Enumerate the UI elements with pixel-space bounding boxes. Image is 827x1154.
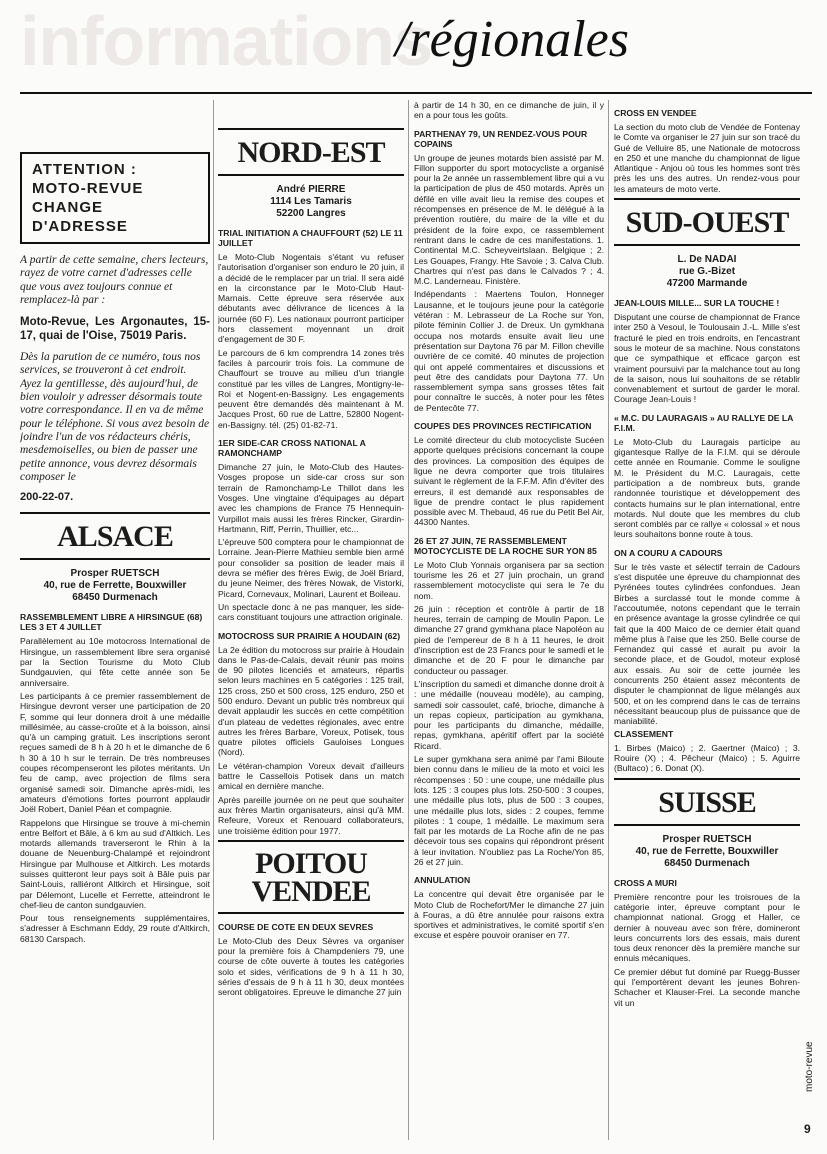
region-title-nord-est: NORD-EST (237, 136, 385, 169)
attention-box (20, 152, 210, 244)
article-paragraph: Première rencontre pour les troisroues de la catégorie inter, épreuve comptant pour le championnat national. Grogg et Haller, ce dernier à nouveau avec son frère, domineront leurs concurrents lors des essais, mais durent tous deux renoncer dès la première manche sur ennuis mécaniques. (614, 891, 800, 964)
article-heading: PARTHENAY 79, UN RENDEZ-VOUS POUR COPAINS (414, 128, 588, 149)
region-rule (20, 512, 210, 514)
article-heading: JEAN-LOUIS MILLE... SUR LA TOUCHE ! (614, 298, 780, 309)
region-rule (218, 912, 404, 914)
correspondent-street: 40, rue de Ferrette, Bouxwiller (43, 580, 187, 592)
article-heading: TRIAL INITIATION A CHAUFFOURT (52) LE 11 JUILLET (218, 228, 403, 248)
article-heading: CROSS A MURI (614, 877, 677, 888)
article-paragraph: Sur le très vaste et sélectif terrain de Cadours s'est disputée une épreuve du championnat des Pyrénées toutes cylindrées confondues. Jean Birbes a surclassé tout le monde comme à l'accoutumée, notons cependant que le terrain en présence avantage la grosse cylindrée ce qui fait que la 400 Maico de ce dernier était quand même plus à l'aise que les 250. Belle course de Fernandez qui cassé et aurait pu avoir la seconde place, et de Goudol, moteur explosé aux essais. Au soir de cette journée les concurrents 250 étaient assez mécontents de disputer le championnat de ligue mélangés aux 500, et on les comprend dans le cas de terrains nécessitant beaucoup plus de puissance que de maniabilité. (614, 561, 800, 727)
new-address: Moto-Revue, Les Argonautes, 15-17, quai de l'Oise, 75019 Paris. (20, 316, 210, 343)
region-title-sud-ouest: SUD-OUEST (625, 206, 789, 240)
article-paragraph: La concentre qui devait être organisée par le Moto Club de Rochefort/Mer le dimanche 27 juin à Fouras, a dû être annulée pour raisons extra sportives et administratives, le comité sportif s'en excuse et espère pouvoir oraniser en 77. (414, 889, 604, 941)
article-heading: CROSS EN VENDEE (614, 108, 697, 118)
article-paragraph: L'épreuve 500 comptera pour le championnat de Lorraine. Jean-Pierre Mathieu semble bien armé pour consolider sa position de leader mais il devra se méfier des frères Ewig, de Joël Briard, du jeune Neimer, des frères Nowak, de Vistorki, Picard, Cornevaux, Molinari, Laurent et Boileau. (218, 537, 404, 599)
correspondent-city: 68450 Durmenach (72, 592, 158, 604)
article-paragraph: Les participants à ce premier rassemblement de Hirsingue devront verser une participation de 20 F, somme qui leur donnera droit à une médaille millésimée, au casse-croûte et à la boisson, ainsi qu'à un camping gratuit. Les inscriptions seront reçues samedi de 8 h à 20 h et le dimanche de 6 h 30 à 10 h sur le terrain. De très nombreuses coupes récompenseront les pilotes méritants. Un feu de camp, avec projection de films sera organisé samedi soir. Dimanche après-midi, les amateurs d'émotions fortes pourront applaudir Joël Robert, Daniel Péan et compagnie. (20, 690, 210, 815)
header-ghost-title: informations (20, 2, 432, 80)
correspondent-address (218, 184, 404, 220)
attention-line: MOTO-REVUE (32, 180, 144, 197)
page-number: 9 (804, 1122, 811, 1136)
article-paragraph: Le parcours de 6 km comprendra 14 zones très faciles à parcourir trois fois. La commune de Chauffourt se trouve au milieu d'un triangle constitué par les villes de Langres, Montigny-le-Roi et Nogent-en-Bassigny. Les engagements peuvent être demandés dès maintenant à M. Jacques Prost, 60 rue de Lattre, 52800 Nogent-en-Bassigny. tél. (25) 01-82-71. (218, 347, 404, 430)
article-paragraph: Le super gymkhana sera animé par l'ami Biloute bien connu dans le milieu de la moto et voici les récompenses : 50 : une coupe, une médaille plus lots. 125 : 3 coupes plus lots. 250-500 : 3 coupes, une médaille plus lots, plus de 500 : 3 coupes, une médaille plus lots, sides : 2 coupes, femme pilotes : 1 coupe, 1 médaille. Le maximum sera fait par les motards de La Roche afin de ne pas décevoir tous ses copains qui répondront présent à leur invitation. N'oubliez pas La Roche/Yon 85, 26 et 27 juin. (414, 754, 604, 867)
correspondent-name: Prosper RUETSCH (70, 568, 160, 580)
column-divider (213, 100, 214, 1140)
article-heading: 1ER SIDE-CAR CROSS NATIONAL A RAMONCHAMP (218, 438, 366, 459)
article-paragraph: Le comité directeur du club motocycliste Sucéen apporte quelques précisions concernant la coupe des provinces. La composition des équipes de ligue ne devra comporter que trois titulaires suivant le règlement de la F.F.M. Afin d'éviter des erreurs, il est demandé aux responsables de ligue de prendre contact le plus rapidement possible avec M. Thebaud, 46 rue du Petit Bel Air, 44300 Nantes. (414, 435, 604, 528)
correspondent-name: André PIERRE (276, 184, 346, 195)
region-rule (614, 778, 800, 780)
region-title-line: POITOU (255, 846, 367, 880)
magazine-name-vertical: moto-revue (804, 1041, 815, 1092)
article-paragraph: Ce premier début fut dominé par Ruegg-Busser qui l'emportèrent devant les jeunes Bohren-Schacher et Klauser-Frei. La seconde manche vit un (614, 966, 800, 1008)
region-rule (614, 824, 800, 826)
header-rule (20, 92, 812, 94)
correspondent-street: 1114 Les Tamaris (270, 196, 352, 207)
region-rule (218, 174, 404, 176)
region-rule (218, 128, 404, 130)
correspondent-name: Prosper RUETSCH (662, 833, 752, 845)
correspondent-city: 47200 Marmande (666, 278, 748, 290)
article-paragraph: Le Moto-Club du Lauragais participe au gigantesque Rallye de la F.I.M. qui se déroule cette année en Roumanie. Comme le souligne M. le Président du M.C. Lauragais, cette participation a de nombreux buts, grande randonnée touristique et développement des contacts humains sur le plan international, entre motards. Nul doute que les membres du club seront comblés par ce rallye « colossal » et nous leurs souhaitons bonne route à tous. (614, 436, 800, 540)
column-divider (408, 100, 409, 1140)
correspondent-city: 68450 Durmenach (664, 857, 750, 869)
article-paragraph: Rappelons que Hirsingue se trouve à mi-chemin entre Belfort et Bâle, à 6 km au sud d'Altkich. Les motards allemands traverseront le Rhin à la douane de Neuenburg-Chalampé et rejoindront Hirsingue par Mulhouse et Altkirch. Les motards suisses quitteront leur pays soit à Bâle puis par Saint-Louis, ralliéront Altkirch et Hirsingue, soit par Délemont, Lucelle et Ferrette, atteindront le chef-lieu de canton sundgauvien. (20, 817, 210, 910)
phone-number: 200-22-07. (20, 491, 74, 504)
column-divider (608, 100, 609, 1140)
column-4 (614, 100, 800, 1140)
article-paragraph: Le Moto-Club Nogentais s'étant vu refuser l'autorisation d'organiser son enduro le 20 juin, il a décidé de le remplacer par un trial. Il sera aidé en la circonstance par le Moto-Club Haut-Marnais. Cette épreuve sera réservée aux débutants avec délivrance de licences à la journée (60 F). Les nationaux pourront participer hors classement moyennant un droit d'engagement de 30 F. (218, 252, 404, 345)
column-1 (20, 100, 210, 1140)
article-paragraph: 26 juin : réception et contrôle à partir de 18 heures, terrain de camping de Moulin Papon. Le dimanche 27 grand gymkhana place Napoléon au pied de l'empereur de 8 h à 11 heures, le droit d'inscription est de 23 Francs pour le samedi et le dimanche et de 20 F pour le dimanche par conducteur ou passager. (414, 603, 604, 676)
region-title-poitou-vendee (218, 846, 404, 908)
results-heading: CLASSEMENT (614, 729, 674, 740)
article-paragraph: La 2e édition du motocross sur prairie à Houdain dans le Pas-de-Calais, devait réunir pas moins de 90 pilotes licenciés et amateurs, répartis selon leurs machines en 5 catégories : 125 trail, 125 cross, 250 et 500 cross, 125 enduro, 250 et 500 enduro. Devant un public très nombreux qui devait applaudir les succès en cette compétition d'un plateau de vedettes régionales, avec entre autres les frères Barbare, Voreux, Potisek, tous quatre pilotes officiels Gauloises Longues (Nord). (218, 644, 404, 758)
article-paragraph: Parallèlement au 10e motocross International de Hirsingue, un rassemblement libre sera organisé par la Section Tourisme du Moto Club Sundgauvien, qui fête cette année son 5e anniversaire. (20, 636, 210, 688)
region-rule (614, 244, 800, 246)
article-paragraph: Dimanche 27 juin, le Moto-Club des Hautes-Vosges propose un side-car cross sur son terrain de Ramonchamp-Le Thillot dans les Vosges. Une vingtaine d'équipages au départ avec les champions de France 75 Hennequin-Vurpillot mais aussi les frères Rincker, Girardin-Hartmann, Riff, Perrin, Thuillier, etc... (218, 462, 404, 534)
article-paragraph: Indépendants : Maertens Toulon, Honneger Lausanne, et le toujours jeune pour la catégorie vétéran : M. Lebrasseur de La Roche sur Yon, pilote féminin Collier J. de Dreux. Un gymkhana occupa nos motards ensuite avait lieu une présentation sur Daytona 76 par M. Fillon cheville ouvrière de ce comité. 40 minutes de projection qui ont appelé commentaires et discussions et peut être des candidats pour Daytona 77. Un rassemblement sympa sans grosses têtes fait pour connaître le succès, à noter pour les fêtes de Pentecôte 77. (414, 289, 604, 413)
article-paragraph: Un groupe de jeunes motards bien assisté par M. Fillon supporter du sport motocycliste a organisé pour la 2e année un rassemblement libre qui a vu la participation de plus de 450 motards. Après un défilé en ville avait lieu la remise des coupes et récompenses en présence de M. le délégué à la prévention routière, du maire de la ville et du président de la foire expo, ce rassemblement rentrant dans le cadre de ces manifestations. 1. Continental M.C. Scheyveirtslaan. Belgique ; 2. Les Gouapes, Frangy. Hte Savoie ; 3. Calva Club. Chartres qui n'est pas dans le Calvados ? ; 4. M.C. Landerneau. Finistère. (414, 152, 604, 287)
region-rule (20, 558, 210, 560)
article-heading: RASSEMBLEMENT LIBRE A HIRSINGUE (68) LES 3 ET 4 JUILLET (20, 612, 203, 633)
attention-line: D'ADRESSE (32, 218, 128, 235)
article-paragraph: Le Moto-Club des Deux Sèvres va organiser pour la première fois à Champdeniers 79, une course de côte ouverte à toutes les catégories solo et sides, vérifications de 9 h à 11 h 30, séries d'essais de 9 h à 11 h 30, deux montées seront obligatoires. Epreuve le dimanche 27 juin (218, 935, 404, 998)
article-paragraph: Le vétéran-champion Voreux devait d'ailleurs battre le Cassellois Potisek dans un match amical en dernière manche. (218, 760, 404, 792)
attention-line: CHANGE (32, 199, 104, 216)
region-rule (614, 198, 800, 200)
region-title-suisse: SUISSE (658, 785, 756, 819)
article-paragraph: Pour tous renseignements supplémentaires, s'adresser à Eschmann Eddy, 29 route d'Altkirch, 68130 Carspach. (20, 913, 210, 944)
region-title-alsace: ALSACE (57, 520, 173, 554)
article-paragraph: La section du moto club de Vendée de Fontenay le Comte va organiser le 27 juin sur son tracé du Gué de Velluire 85, une Nationale de motocross en 250 et une manche du championnat de ligue Atlantique - Anjou où tous les hommes sont très près les uns des autres. Un rendez-vous pour les amateurs de moto verte. (614, 122, 800, 194)
region-title-line: VENDEE (251, 874, 371, 908)
correspondent-city: 52200 Langres (276, 208, 346, 219)
article-paragraph: Le Moto Club Yonnais organisera par sa section tourisme les 26 et 27 juin prochain, un grand rassemblement motocycliste qui sera le 7e du nom. (414, 559, 604, 601)
article-heading: « M.C. DU LAURAGAIS » AU RALLYE DE LA F.I.M. (614, 412, 794, 433)
intro-text: A partir de cette semaine, chers lecteurs, rayez de votre carnet d'adresses celle que vous avez toujours connue et remplacez-là par : (20, 254, 209, 306)
article-heading: COURSE DE COTE EN DEUX SEVRES (218, 921, 374, 932)
article-paragraph: Un spectacle donc à ne pas manquer, les side-cars constituant toujours une attraction originale. (218, 601, 404, 623)
region-rule (218, 840, 404, 842)
results-list: 1. Birbes (Maico) ; 2. Gaertner (Maico) ; 3. Rouire (X) ; 4. Pêcheur (Maico) ; 5. Aguirre (Bultaco) ; 6. Donat (X). (614, 742, 800, 774)
article-heading: ON A COURU A CADOURS (614, 547, 723, 558)
correspondent-name: L. De NADAI (677, 254, 737, 266)
column-3 (414, 100, 604, 1140)
page-title: /régionales (395, 11, 629, 68)
article-paragraph: Disputant une course de championnat de France inter 250 à Vesoul, le Toulousain J.-L. Mille s'est fracturé le pied en trois endroits, en l'encastrant sous le moteur de sa machine. Nous constatons que ce sympathique et efficace garçon est vraiment poursuivi par la malchance tout au long de la saison, nous lui souhaitons de se rétablir convenablement et surtout de garder le moral. Courage Jean-Louis ! (614, 312, 800, 405)
attention-line: ATTENTION : (32, 161, 137, 178)
notice-body: Dès la parution de ce numéro, tous nos services, se trouveront à cet endroit. Ayez la gentillesse, dès aujourd'hui, de bien vouloir y adresser désormais toute votre correspondance. Il en va de même pour le téléphone. Si vous avez besoin de joindre l'un de vos rédacteurs chéris, mesdemoiselles, ou bien de passer une petite annonce, vous devrez désormais composer le (20, 351, 210, 483)
article-heading: COUPES DES PROVINCES RECTIFICATION (414, 421, 592, 432)
article-paragraph: Après pareille journée on ne peut que souhaiter aux frères Martin organisateurs, ainsi qu'à MM. Refeure, Voreux et Renouard collaborateurs, une troisième édition pour 1977. (218, 794, 404, 836)
article-paragraph: L'inscription du samedi et dimanche donne droit à : une médaille (nouveau modèle), au camping, samedi soir cassoulet, café, brioche, dimanche à un repas copieux, participation au gymkhana, pour les participants du dimanche, médaille, repas, gymkhana, apéritif offert par la société Ricard. (414, 678, 604, 751)
correspondent-address (614, 254, 800, 290)
article-heading: MOTOCROSS SUR PRAIRIE A HOUDAIN (62) (218, 630, 401, 641)
correspondent-address (614, 834, 800, 870)
correspondent-street: 40, rue de Ferrette, Bouxwiller (635, 845, 779, 857)
article-heading: ANNULATION (414, 875, 471, 886)
article-paragraph: à partir de 14 h 30, en ce dimanche de juin, il y en a pour tous les goûts. (414, 100, 604, 121)
article-heading: 26 ET 27 JUIN, 7E RASSEMBLEMENT MOTOCYCLISTE DE LA ROCHE SUR YON 85 (414, 535, 597, 556)
correspondent-address (20, 568, 210, 604)
correspondent-street: rue G.-Bizet (678, 266, 736, 278)
column-2 (218, 100, 404, 1140)
